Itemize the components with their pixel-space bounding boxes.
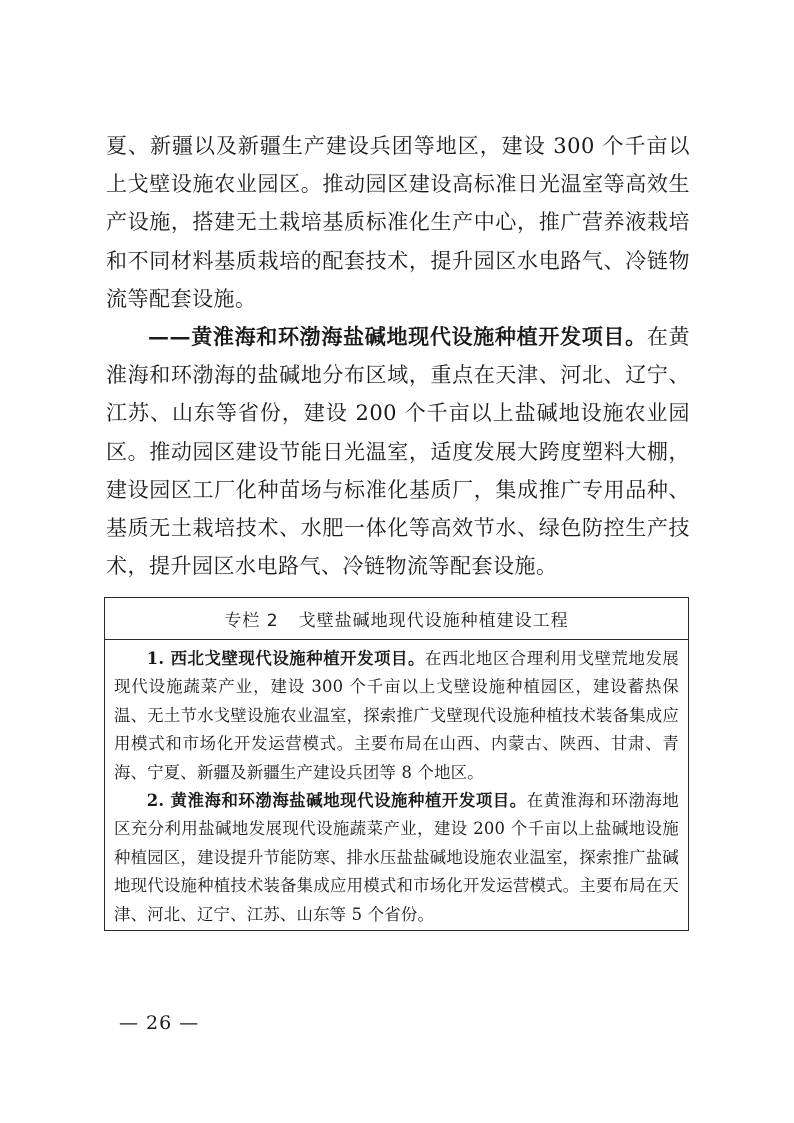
project-body: 在黄淮海和环渤海的盐碱地分布区域，重点在天津、河北、辽宁、江苏、山东等省份，建设 200 个千亩以上盐碱地设施农业园区。推动园区建设节能日光温室，适度发展大跨度塑料大棚，建设园区工厂化种苗场与标准化基质厂，集成推广专用品种、基质无土栽培技术、水肥一体化等高效节水、绿色防控生产技术，提升园区水电路气、冷链物流等配套设施。 [106,325,691,579]
box-label: 专栏 2 [224,611,279,631]
project-heading: ——黄淮海和环渤海盐碱地现代设施种植开发项目。 [148,324,647,350]
box-item-1-body: 在西北地区合理利用戈壁荒地发展现代设施蔬菜产业，建设 300 个千亩以上戈壁设施种植园区，建设蓄热保温、无土节水戈壁设施农业温室，探索推广戈壁现代设施种植技术装备集成应用模式和市场化开发运营模式。主要布局在山西、内蒙古、陕西、甘肃、青海、宁夏、新疆及新疆生产建设兵团等 8 个地区。 [114,649,680,782]
column-box [104,597,689,931]
page-number: — 26 — [119,1012,200,1034]
box-item-1-heading: 1. 西北戈壁现代设施种植开发项目。 [146,649,425,668]
paragraph-project [106,318,690,585]
box-item-1 [114,645,679,787]
box-item-2-body: 在黄淮海和环渤海地区充分利用盐碱地发展现代设施蔬菜产业，建设 200 个千亩以上盐碱地设施种植园区，建设提升节能防寒、排水压盐盐碱地设施农业温室，探索推广盐碱地现代设施种植技术装备集成应用模式和市场化开发运营模式。主要布局在天津、河北、辽宁、江苏、山东等 5 个省份。 [114,791,679,924]
box-item-2-heading: 2. 黄淮海和环渤海盐碱地现代设施种植开发项目。 [146,791,527,811]
box-title [105,598,688,640]
box-body [105,640,688,929]
paragraph-continuation: 夏、新疆以及新疆生产建设兵团等地区，建设 300 个千亩以上戈壁设施农业园区。推动园区建设高标准日光温室等高效生产设施，搭建无土栽培基质标准化生产中心，推广营养液栽培和不同材料基质栽培的配套技术，提升园区水电路气、冷链物流等配套设施。 [106,134,690,311]
body-text [106,127,690,585]
box-item-2 [114,787,679,929]
box-title-text: 戈壁盐碱地现代设施种植建设工程 [298,611,569,631]
